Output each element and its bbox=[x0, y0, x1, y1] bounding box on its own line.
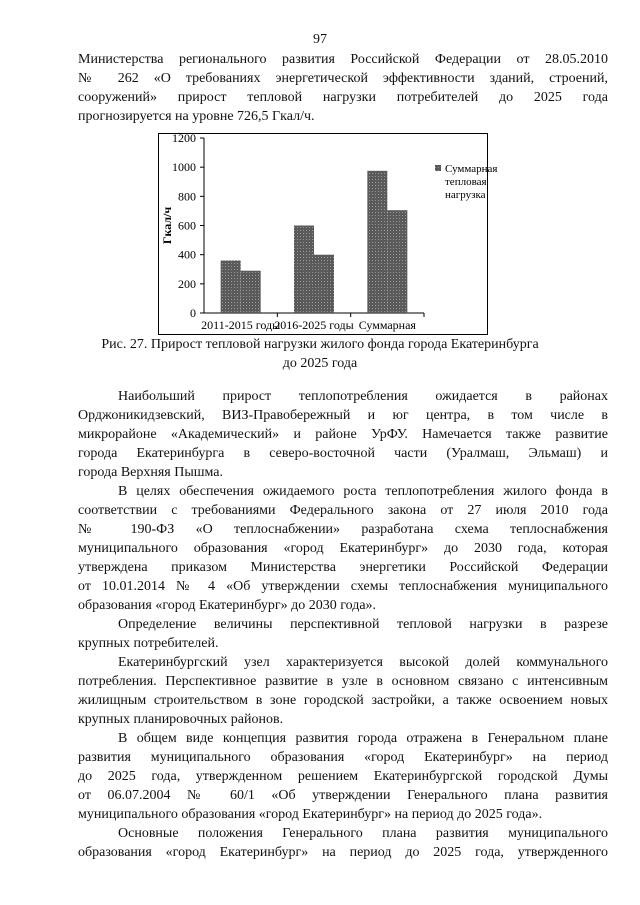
legend-label: нагрузка bbox=[445, 189, 486, 201]
bar bbox=[241, 271, 261, 313]
text-line: В целях обеспечения ожидаемого роста теплопотребления жилого фонда в bbox=[118, 484, 608, 499]
text-line: до 2025 года, утвержденном решением Екатеринбургской городской Думы bbox=[78, 769, 608, 784]
bar bbox=[314, 255, 334, 313]
text-line: развития муниципального образования «город Екатеринбург» на период bbox=[78, 750, 608, 765]
paragraph-1 bbox=[78, 387, 608, 482]
figure-caption bbox=[0, 335, 640, 373]
y-tick-label: 1000 bbox=[172, 160, 196, 175]
text-line: образования «город Екатеринбург» на период до 2025 года, утвержденного bbox=[78, 845, 608, 860]
bar bbox=[367, 171, 387, 313]
text-line: соответствии с требованиями Федерального закона от 27 июля 2010 года bbox=[78, 503, 608, 518]
text-line: муниципального образования «город Екатеринбург» на период до 2025 года». bbox=[78, 807, 543, 822]
text-line: сооружений» прирост тепловой нагрузки потребителей до 2025 года bbox=[78, 90, 608, 105]
text-line: Определение величины перспективной тепловой нагрузки в разрезе bbox=[118, 617, 608, 632]
legend-label: Суммарная bbox=[445, 163, 498, 175]
text-line: жилищным строительством в зоне городской застройки, а также освоением новых bbox=[78, 693, 608, 708]
legend-swatch bbox=[435, 165, 441, 171]
text-line: № 190-ФЗ «О теплоснабжении» разработана схема теплоснабжения bbox=[78, 522, 608, 537]
x-tick-label: 2016-2025 годы bbox=[274, 318, 354, 332]
bar bbox=[221, 261, 241, 314]
paragraph-3 bbox=[78, 615, 608, 653]
text-line: Основные положения Генерального плана развития муниципального bbox=[118, 826, 608, 841]
text-line: прогнозируется на уровне 726,5 Гкал/ч. bbox=[78, 109, 315, 124]
text-line: муниципального образования «город Екатеринбург» до 2030 года, которая bbox=[78, 541, 608, 556]
text-line: крупных потребителей. bbox=[78, 636, 219, 651]
y-tick-label: 0 bbox=[190, 306, 196, 320]
text-line: города Екатеринбурга в северо-восточной части (Уралмаш, Эльмаш) и bbox=[78, 446, 608, 461]
y-tick-label: 1200 bbox=[172, 131, 196, 145]
y-tick-label: 400 bbox=[178, 247, 196, 262]
text-line: № 262 «О требованиях энергетической эффективности зданий, строений, bbox=[78, 71, 608, 86]
page-number: 97 bbox=[313, 32, 327, 47]
paragraph-6 bbox=[78, 824, 608, 862]
paragraph-2 bbox=[78, 482, 608, 615]
text-line: города Верхняя Пышма. bbox=[78, 465, 224, 480]
text-line: крупных планировочных районов. bbox=[78, 712, 284, 727]
bar bbox=[387, 210, 407, 313]
y-tick-label: 200 bbox=[178, 276, 196, 291]
x-tick-label: Суммарная bbox=[358, 318, 416, 332]
y-tick-label: 800 bbox=[178, 189, 196, 204]
y-axis-label: Гкал/ч bbox=[160, 206, 174, 245]
paragraph-5 bbox=[78, 729, 608, 824]
caption-line: Рис. 27. Прирост тепловой нагрузки жилого фонда города Екатеринбурга bbox=[101, 337, 539, 352]
y-tick-label: 600 bbox=[178, 218, 196, 233]
text-line: В общем виде концепция развития города отражена в Генеральном плане bbox=[118, 731, 608, 746]
text-line: от 10.01.2014 № 4 «Об утверждении схемы теплоснабжения муниципального bbox=[78, 579, 608, 594]
text-line: от 06.07.2004 № 60/1 «Об утверждении Генерального плана развития bbox=[78, 788, 608, 803]
x-tick-label: 2011-2015 годы bbox=[201, 318, 281, 332]
text-line: образования «город Екатеринбург» до 2030 года». bbox=[78, 598, 377, 613]
bar bbox=[294, 226, 314, 314]
legend-label: тепловая bbox=[445, 176, 487, 188]
caption-line: до 2025 года bbox=[282, 356, 358, 371]
bar-chart bbox=[158, 131, 498, 335]
text-line: утверждена приказом Министерства энергетики Российской Федерации bbox=[78, 560, 608, 575]
text-line: микрорайоне «Академический» и районе УрФУ. Намечается также развитие bbox=[78, 427, 608, 442]
text-line: потребления. Перспективное развитие в узле в основном связано с интенсивным bbox=[78, 674, 608, 689]
paragraph-4 bbox=[78, 653, 608, 729]
intro-paragraph bbox=[78, 50, 608, 126]
text-line: Наибольший прирост теплопотребления ожидается в районах bbox=[118, 389, 608, 404]
text-line: Екатеринбургский узел характеризуется высокой долей коммунального bbox=[118, 655, 608, 670]
text-line: Министерства регионального развития Российской Федерации от 28.05.2010 bbox=[78, 52, 608, 67]
text-line: Орджоникидзевский, ВИЗ-Правобережный и юг центра, в том числе в bbox=[78, 408, 608, 423]
